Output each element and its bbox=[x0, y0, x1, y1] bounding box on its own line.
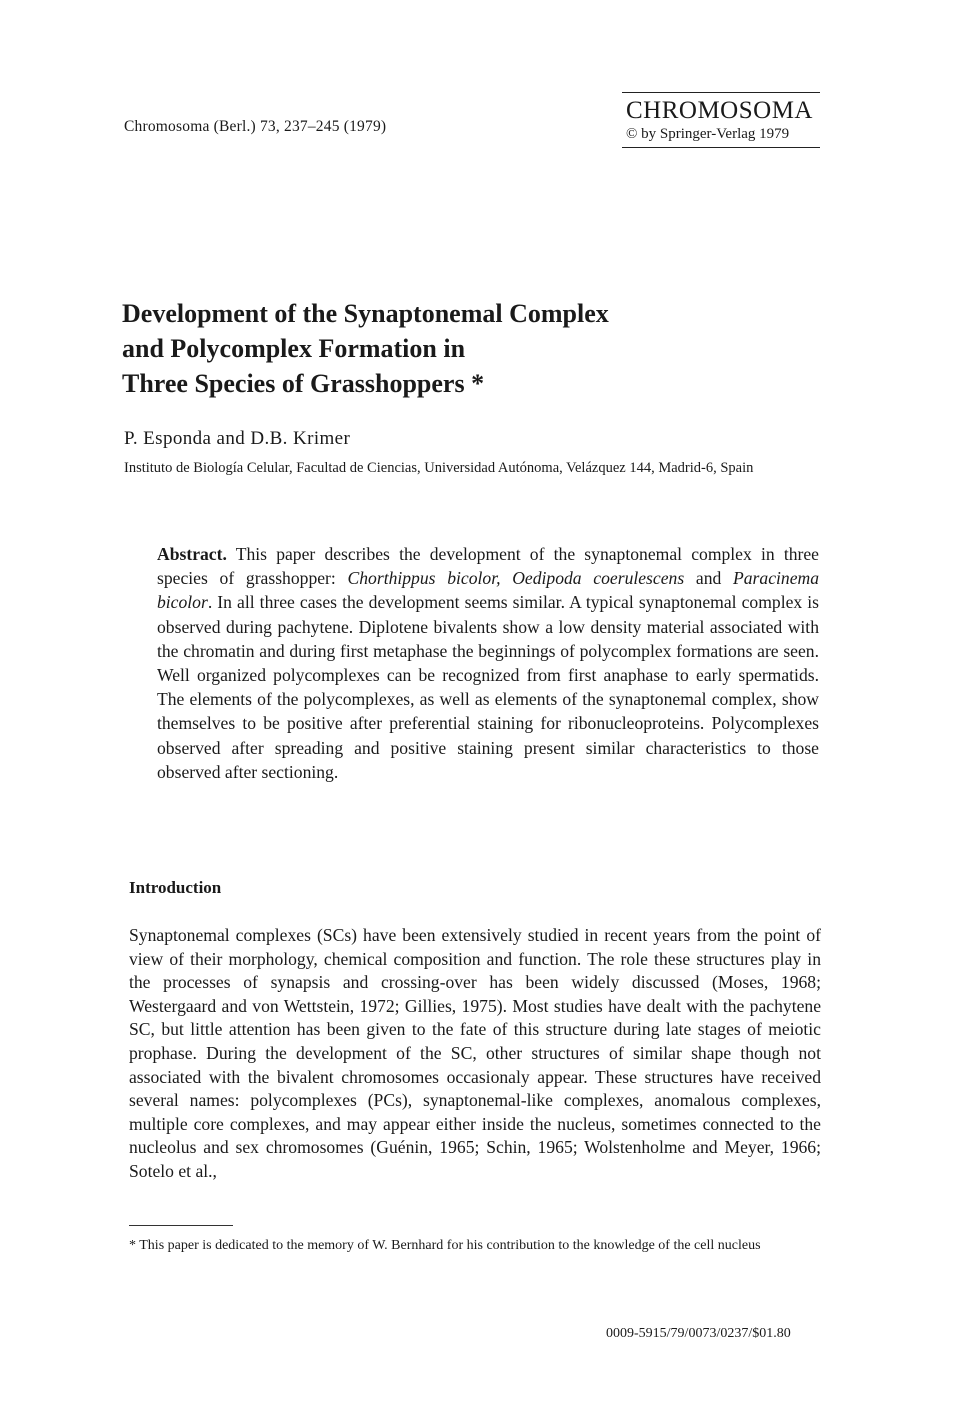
abstract-text: This paper describes the development of the synaptonemal complex in three species of grasshopper: bbox=[157, 544, 819, 589]
footnote: * This paper is dedicated to the memory of W. Bernhard for his contribution to the knowledge of the cell nucleus bbox=[129, 1238, 761, 1253]
species-names: Chorthippus bicolor, Oedipoda coerulescens bbox=[347, 568, 685, 589]
abstract-text: . In all three cases the development seems similar. A typical synaptonemal complex is observed during pachytene. Diplotene bivalents show a low density material associated with the chromatin and during first metaphase the beginnings of polycomplex formations are seen. Well organized polycomplexes can be recognized from first anaphase to early spermatids. The elements of the polycomplexes, as well as elements of the synaptonemal complex, show themselves to be positive after preferential staining for ribonucleoproteins. Polycomplexes observed after spreading and positive staining present similar characteristics to those observed after sectioning. bbox=[157, 592, 819, 782]
journal-citation: Chromosoma (Berl.) 73, 237–245 (1979) bbox=[124, 118, 387, 135]
introduction-body: Synaptonemal complexes (SCs) have been extensively studied in recent years from the point of view of their morphology, chemical composition and function. The role these structures play in the processes of synapsis and crossing-over has been widely discussed (Moses, 1968; Westergaard and von Wettstein, 1972; Gillies, 1975). Most studies have dealt with the pachytene SC, but little attention has been given to the fate of this structure during late stages of meiotic prophase. During the development of the SC, other structures of similar shape though not associated with the bivalent chromosomes occasionaly appear. These structures have received several names: polycomplexes (PCs), synaptonemal-like complexes, anomalous complexes, multiple core complexes, and may appear either inside the nucleus, sometimes connected to the nucleolus and sex chromosomes (Guénin, 1965; Schin, 1965; Wolstenholme and Meyer, 1966; Sotelo et al., bbox=[129, 925, 821, 1181]
title-line: Development of the Synaptonemal Complex bbox=[122, 299, 609, 328]
abstract-text: and bbox=[684, 568, 734, 589]
title-line: and Polycomplex Formation in bbox=[122, 334, 466, 363]
issn-code: 0009-5915/79/0073/0237/$01.80 bbox=[606, 1326, 791, 1341]
section-heading: Introduction bbox=[129, 878, 222, 897]
article-title bbox=[122, 296, 742, 401]
title-line: Three Species of Grasshoppers * bbox=[122, 369, 485, 398]
footnote-divider bbox=[129, 1225, 233, 1226]
species-name: Paracinema bicolor bbox=[157, 568, 820, 613]
journal-name: CHROMOSOMA bbox=[626, 97, 813, 124]
abstract-label: Abstract. bbox=[157, 544, 227, 564]
journal-masthead bbox=[622, 92, 820, 148]
publisher-copyright: © by Springer-Verlag 1979 bbox=[626, 126, 790, 142]
abstract bbox=[157, 542, 819, 784]
author-list: P. Esponda and D.B. Krimer bbox=[124, 428, 351, 449]
author-affiliation: Instituto de Biología Celular, Facultad de Ciencias, Universidad Autónoma, Velázquez 144, Madrid-6, Spain bbox=[124, 460, 754, 476]
